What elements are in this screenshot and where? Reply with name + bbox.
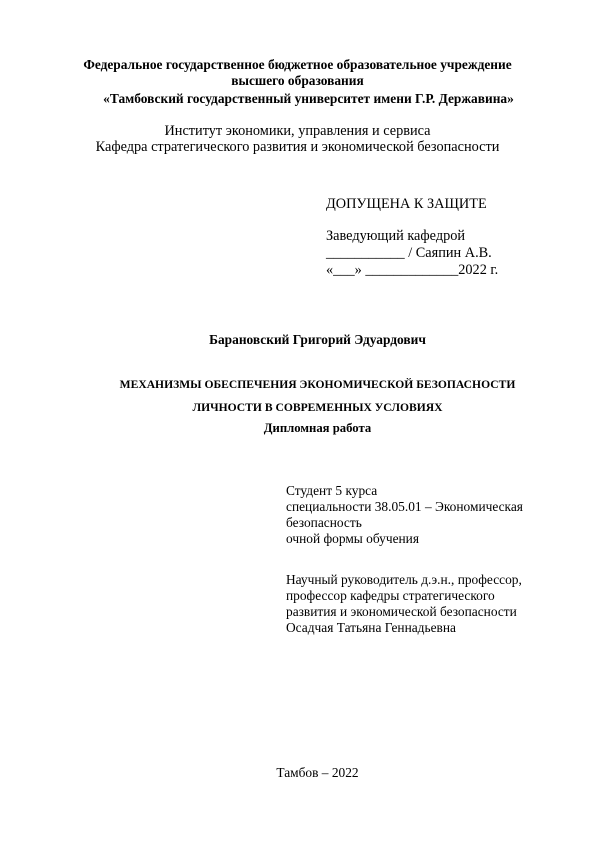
work-title-line-1: МЕХАНИЗМЫ ОБЕСПЕЧЕНИЯ ЭКОНОМИЧЕСКОЙ БЕЗОПАСНОСТИ <box>119 378 516 391</box>
institute-name: Институт экономики, управления и сервиса <box>164 123 431 139</box>
student-study-form: очной формы обучения <box>286 531 420 546</box>
supervisor-name: Осадчая Татьяна Геннадьевна <box>286 620 456 635</box>
supervisor-position-cont: развития и экономической безопасности <box>286 604 517 619</box>
approval-date-line: «___» _____________2022 г. <box>326 262 499 278</box>
head-of-department-label: Заведующий кафедрой <box>326 228 466 244</box>
supervisor-position: профессор кафедры стратегического <box>286 588 495 603</box>
work-type: Дипломная работа <box>263 421 372 435</box>
author-name: Барановский Григорий Эдуардович <box>209 332 426 347</box>
approval-status: ДОПУЩЕНА К ЗАЩИТЕ <box>326 196 487 212</box>
supervisor-title: Научный руководитель д.э.н., профессор, <box>286 572 522 587</box>
org-line-2: высшего образования <box>231 73 364 88</box>
student-course: Студент 5 курса <box>286 483 378 498</box>
work-title-line-2: ЛИЧНОСТИ В СОВРЕМЕННЫХ УСЛОВИЯХ <box>192 401 443 414</box>
student-specialty: специальности 38.05.01 – Экономическая <box>286 499 523 514</box>
student-specialty-cont: безопасность <box>286 515 362 530</box>
department-name: Кафедра стратегического развития и экономической безопасности <box>95 139 500 155</box>
signature-line: ___________ / Саяпин А.В. <box>326 245 492 261</box>
city-year: Тамбов – 2022 <box>276 765 359 780</box>
org-line-1: Федеральное государственное бюджетное образовательное учреждение <box>83 57 512 72</box>
university-name: «Тамбовский государственный университет имени Г.Р. Державина» <box>103 91 514 106</box>
